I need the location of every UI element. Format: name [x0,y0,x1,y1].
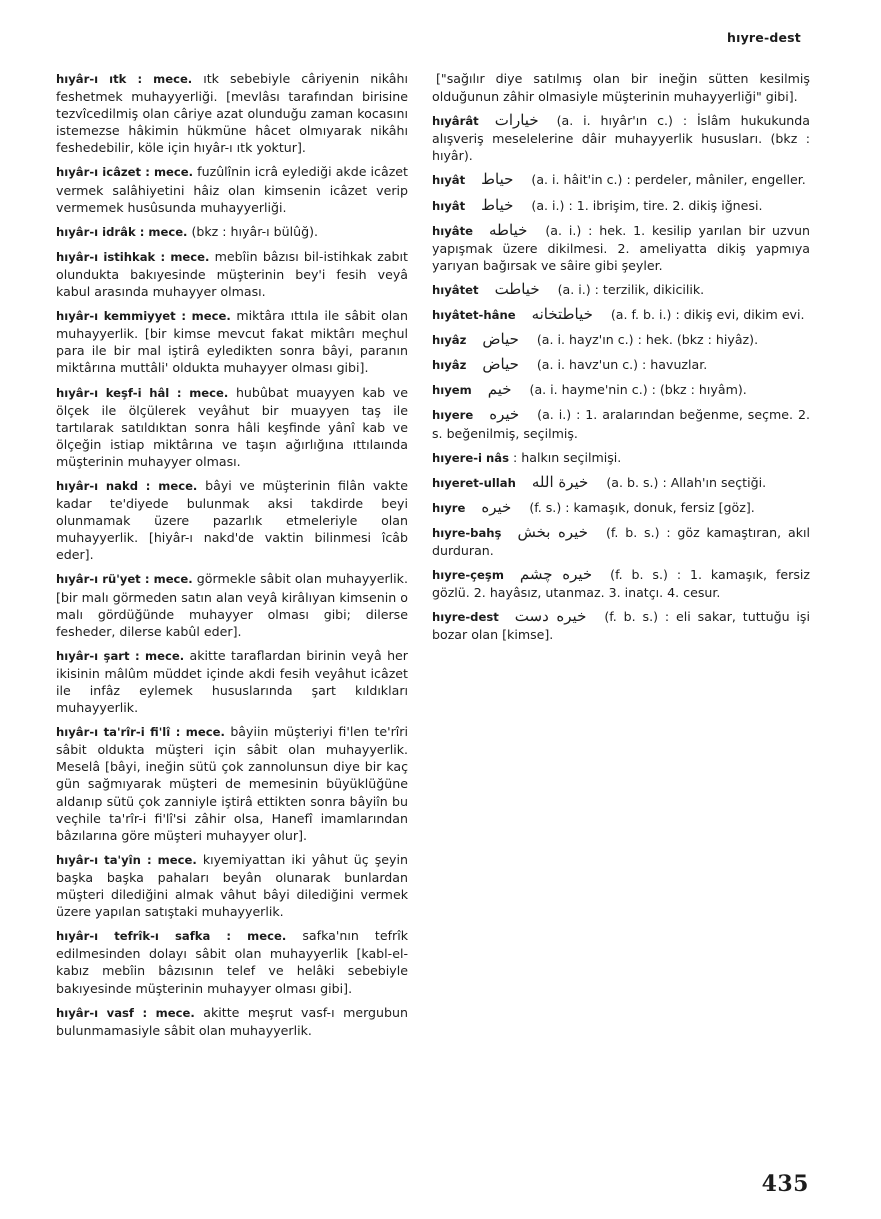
definition: bâyiin müşteriyi fi'len te'rîri sâbit oldukta müşteri için sâbit olan muhayyerlik. Meselâ [bâyi, ineğin sütü çok zannolunsun diye bir kaç gün sağmıyarak müşteri de memesinin büyüklüğüne aldanıp sütü çok zanniyle iştirâ ettikten sonra bâyiîn bu veçhile ta'rîr-i fi'lî'si zâhir olsa, Hanefî imamlarından bâzılarına göre müşteri muhayyer olur]. [56,724,408,843]
definition: (a. i.) : hek. 1. kesilip yarılan bir uzvun yapışmak üzere dikilmesi. 2. ameliyatta dikiş yapmıya yarıyan bağırsak ve sâire gibi şeyler. [432,222,810,273]
definition: (a. i. hâit'in c.) : perdeler, mâniler, engeller. [531,172,806,188]
arabic-script: خيره بخش [517,522,588,541]
running-head: hıyre-dest [726,30,801,45]
entry [56,647,408,716]
definition: (f. b. s.) : eli sakar, tuttuğu işi bozar olan [kimse]. [432,609,810,643]
headword: hıyere [432,408,474,423]
entry [432,331,810,349]
entry [432,197,810,215]
arabic-script: خيارات [494,111,539,130]
entry [432,406,810,441]
entry [432,566,810,601]
headword: hıyât [432,198,466,213]
arabic-script: خيرة الله [531,472,589,491]
arabic-script: خياط [481,195,514,214]
definition: (f. b. s.) : 1. kamaşık, fersiz gözlü. 2. hayâsız, utanmaz. 3. inatçı. 4. cesur. [432,567,810,601]
definition: (a. i.) : 1. ibrişim, tire. 2. dikiş iğnesi. [531,197,763,213]
definition: (a. b. s.) : Allah'ın seçtiği. [606,474,767,490]
headword: hıyâr-ı ta'rîr-i fi'lî : mece. [56,725,225,740]
definition: fuzûlînin icrâ eylediği akde icâzet vermek salâhiyetini hâiz olan kimsenin icâzet verip vermemek husûsunda muhayyerliği. [56,164,408,215]
definition: (a. f. b. i.) : dikiş evi, dikim evi. [610,307,805,323]
definition: safka'nın tefrîk edilmesinden dolayı sâbit olan muhayyerlik [kabl-el-kabız mebîin bâzısının telef ve helâki sebebiyle bakıyesinde müşterinin muhayyer olması gibi]. [56,928,408,996]
headword: hıyere-i nâs [432,450,510,465]
headword: hıyem [432,383,472,398]
entry [56,1004,408,1039]
definition: (f. b. s.) : göz kamaştıran, akıl durduran. [432,524,810,558]
entry [432,608,810,643]
headword: hıyre-bahş [432,525,502,540]
headword: hıyâte [432,223,474,238]
arabic-script: حياط [481,170,514,189]
definition: ıtk sebebiyle câriyenin nikâhı feshetmek muhayyerliği. [mevlâsı tarafından birisine tezvîcedilmiş olan câriye azat olunduğu zaman kocasını istemezse hâkimin hükmüne hâcet olmıyarak nikâhı feshedebilir, köle için hıyâr-ı ıtk yoktur]. [56,71,409,156]
entry [432,281,810,299]
entry [56,307,408,376]
arabic-script: خياطت [494,279,540,298]
arabic-script: خيره چشم [519,565,593,584]
headword: hıyât [432,173,466,188]
headword: hıyre-dest [432,610,499,625]
entry [56,851,408,920]
entry [56,223,408,241]
entry [432,222,810,274]
headword: hıyâr-ı ta'yîn : mece. [56,852,197,867]
headword: hıyâr-ı icâzet : mece. [56,165,194,180]
arabic-script: خياطه [489,220,528,239]
definition: (a. i.) : 1. aralarından beğenme, seçme. 2. s. beğenilmiş, seçilmiş. [432,407,810,441]
definition: mebîin bâzısı bil-istihkak zabıt olundukta bakıyesinde müşterinin bey'i fesih veyâ kabul arasında muhayyer olması. [56,248,408,300]
headword: hıyârât [432,114,479,129]
definition: : halkın seçilmişi. [513,449,622,465]
arabic-script: خيره دست [514,607,587,626]
definition: (a. i. hayz'ın c.) : hek. (bkz : hiyâz). [536,332,759,348]
left-column [56,70,408,1046]
definition: miktâra ıttıla ile sâbit olan muhayyerlik. [bir kimse mevcut fakat miktârı meçhul para ile bir mal iştirâ eyledikten sonra bâyi, paranın miktârına muttâli' oldukta muhayyer olması gibi]. [56,308,409,376]
headword: hıyâr-ı idrâk : mece. [56,224,188,239]
headword: hıyâz [432,358,467,373]
entry [432,306,810,324]
entry [432,171,810,189]
arabic-script: خياطتخانه [531,305,593,324]
headword: hıyâr-ı şart : mece. [56,648,185,663]
arabic-script: خيره [481,497,512,516]
entry [432,356,810,374]
headword: hıyeret-ullah [432,475,516,490]
entry [432,524,810,559]
arabic-script: حياض [482,355,519,374]
headword: hıyâr-ı ıtk : mece. [56,72,193,86]
entry [56,70,408,156]
headword: hıyâr-ı tefrîk-ı safka : mece. [56,929,287,944]
headword: hıyâz [432,333,467,348]
headword: hıyâr-ı nakd : mece. [56,478,198,493]
definition: (a. i. hıyâr'ın c.) : İslâm hukukunda alışveriş meselelerine dâir muhayyerlik hususları. (bkz : hıyâr). [432,113,810,164]
definition: ["sağılır diye satılmış olan bir ineğin sütten kesilmiş olduğunun zâhir olmasiyle müşterinin muhayyerliği" gibi]. [432,71,810,105]
arabic-script: خيره [489,405,520,424]
entry [56,570,408,639]
headword: hıyâr-ı istihkak : mece. [56,249,210,264]
page-number: 435 [761,1171,809,1197]
definition: (bkz : hıyâr-ı bülûğ). [191,223,318,239]
definition: (a. i.) : terzilik, dikicilik. [557,281,705,297]
headword: hıyâr-ı rü'yet : mece. [56,572,193,587]
definition: görmekle sâbit olan muhayyerlik. [bir malı görmeden satın alan veyâ kirâlıyan kimsenin o malı gördüğünde muhayyer olması gibi; dilerse fesheder, dilerse kabûl eder]. [56,571,408,639]
right-column [432,70,810,650]
arabic-script: حياض [482,330,519,349]
entry [56,927,408,996]
entry [432,112,810,164]
entry [432,474,810,492]
definition: kıyemiyattan iki yâhut üç şeyin başka başka pahaları beyân olunarak bunlardan müşteri dilediğini almak vâhut bâyi dilediğini vermek üzere yapılan satıştaki muhayyerlik. [56,851,408,920]
entry [56,384,408,470]
entry [432,70,810,105]
headword: hıyre [432,500,466,515]
entry [56,723,408,844]
entry [432,381,810,399]
entry [56,163,408,215]
definition: (a. i. hayme'nin c.) : (bkz : hıyâm). [529,382,747,398]
headword: hıyâtet-hâne [432,308,516,323]
entry [56,477,408,563]
headword: hıyâtet [432,282,479,297]
headword: hıyâr-ı vasf : mece. [56,1005,195,1020]
definition: (f. s.) : kamaşık, donuk, fersiz [göz]. [529,499,755,515]
headword: hıyâr-ı keşf-i hâl : mece. [56,385,229,400]
headword: hıyâr-ı kemmiyyet : mece. [56,309,231,324]
arabic-script: خيم [487,380,512,399]
definition: hubûbat muayyen kab ve ölçek ile ölçülerek veyâhut bir muayyen taş ile tartılarak satıldıktan sonra hâli keşfinde yânî kab ve ölçeğin istiap miktârına ve taşın ağırlığına ıttılaında müşterinin muhayyer olması. [56,384,408,469]
definition: akitte meşrut vasf-ı mergubun bulunmamasiyle sâbit olan muhayyerlik. [56,1004,408,1038]
headword: hıyre-çeşm [432,568,504,583]
entry [56,248,408,300]
definition: bâyi ve müşterinin filân vakte kadar te'diyede bulunmak aksi takdirde beyi olunmamak üzere pazarlık etmeleriyle olan muhayyerlik. [hiyâr-ı nakd'de vaktin bilinmesi îcâb eder]. [56,477,408,563]
entry [432,449,810,467]
definition: (a. i. havz'un c.) : havuzlar. [536,357,708,373]
entry [432,499,810,517]
definition: akitte taraflardan birinin veyâ her ikisinin mâlûm müddet içinde akdi fesih veyâhut icâzet ile infâz eylemek hususlarında şart kıldıkları muhayyerlik. [56,647,408,716]
